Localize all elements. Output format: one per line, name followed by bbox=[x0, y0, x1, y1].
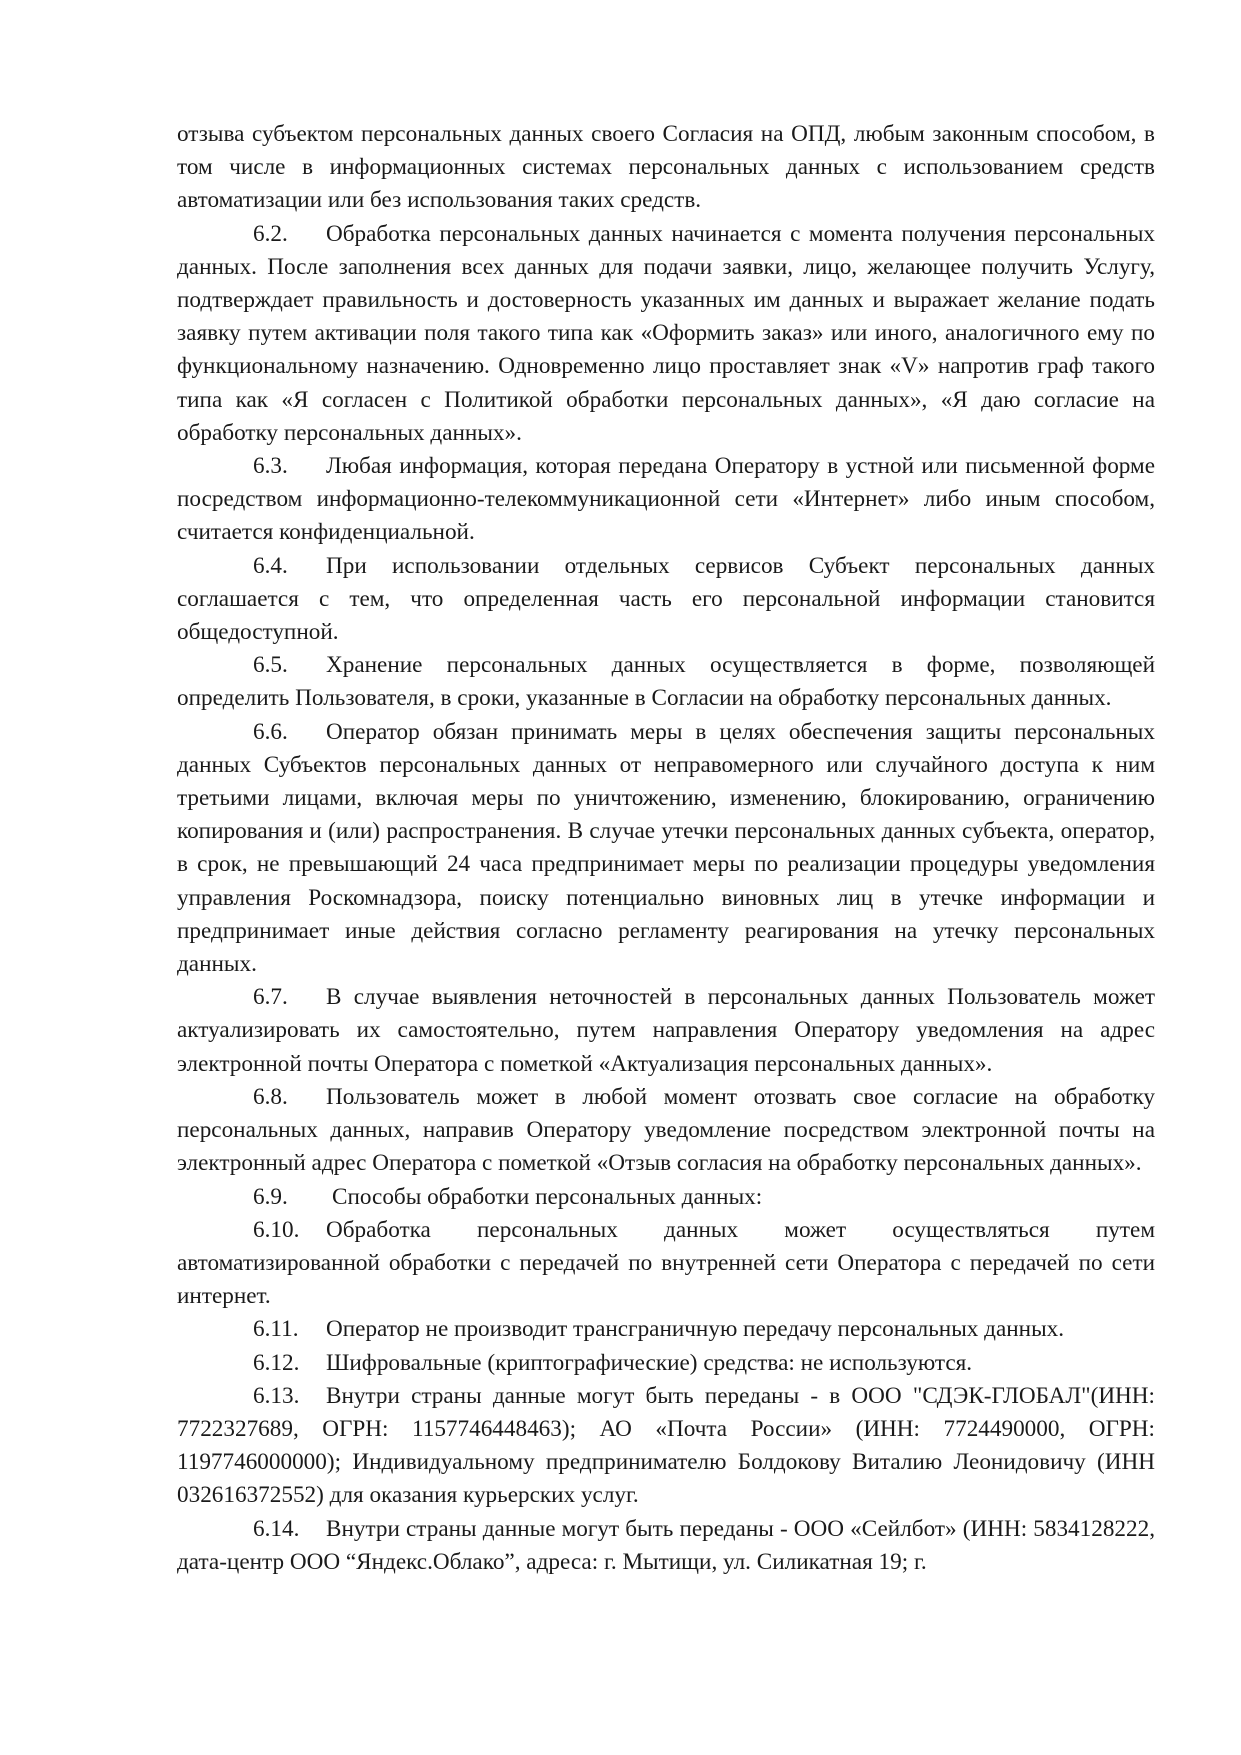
clause-text: Хранение персональных данных осуществляется в форме, позволяющей определить Пользователя, в сроки, указанные в Согласии на обработку персональных данных. bbox=[177, 652, 1155, 712]
clause-6-7 bbox=[177, 981, 1155, 1081]
clause-text: Оператор обязан принимать меры в целях обеспечения защиты персональных данных Субъектов персональных данных от неправомерного или случайного доступа к ним третьими лицами, включая меры по уничтожению, изменению, блокированию, ограничению копирования и (или) распространения. В случае утечки персональных данных субъекта, оператор, в срок, не превышающий 24 часа предпринимает меры по реализации процедуры уведомления управления Роскомнадзора, поиску потенциально виновных лиц в утечке информации и предпринимает иные действия согласно регламенту реагирования на утечку персональных данных. bbox=[177, 718, 1155, 978]
clause-number: 6.10. bbox=[253, 1216, 300, 1243]
clause-6-14 bbox=[177, 1513, 1155, 1579]
clause-number: 6.4. bbox=[253, 552, 288, 579]
clause-6-5 bbox=[177, 649, 1155, 715]
clause-6-9 bbox=[177, 1181, 1155, 1214]
clause-text: Шифровальные (криптографические) средства: не используются. bbox=[326, 1349, 973, 1376]
clause-number: 6.5. bbox=[253, 652, 288, 679]
clause-number: 6.6. bbox=[253, 718, 288, 745]
clause-text: Оператор не производит трансграничную передачу персональных данных. bbox=[326, 1316, 1065, 1343]
clause-number: 6.13. bbox=[253, 1382, 300, 1409]
clause-6-6 bbox=[177, 716, 1155, 982]
clause-number: 6.2. bbox=[253, 220, 288, 247]
clause-6-4 bbox=[177, 550, 1155, 650]
clause-number: 6.3. bbox=[253, 453, 288, 480]
clause-6-2 bbox=[177, 218, 1155, 450]
clause-6-11 bbox=[177, 1313, 1155, 1346]
clause-6-10 bbox=[177, 1214, 1155, 1314]
clause-text: Пользователь может в любой момент отозвать свое согласие на обработку персональных данных, направив Оператору уведомление посредством электронной почты на электронный адрес Оператора с пометкой «Отзыв согласия на обработку персональных данных». bbox=[177, 1083, 1155, 1177]
clause-text: В случае выявления неточностей в персональных данных Пользователь может актуализировать их самостоятельно, путем направления Оператору уведомления на адрес электронной почты Оператора с пометкой «Актуализация персональных данных». bbox=[177, 984, 1155, 1077]
clause-number: 6.9. bbox=[253, 1183, 288, 1210]
clause-text: Любая информация, которая передана Оператору в устной или письменной форме посредством информационно-телекоммуникационной сети «Интернет» либо иным способом, считается конфиденциальной. bbox=[177, 453, 1155, 546]
continuation-paragraph: отзыва субъектом персональных данных своего Согласия на ОПД, любым законным способом, в том числе в информационных системах персональных данных с использованием средств автоматизации или без использования таких средств. bbox=[177, 121, 1155, 214]
clause-6-3 bbox=[177, 450, 1155, 550]
document-body bbox=[177, 118, 1155, 1579]
clause-number: 6.11. bbox=[253, 1316, 299, 1343]
clause-number: 6.8. bbox=[253, 1083, 288, 1110]
clause-text: Внутри страны данные могут быть переданы - ООО «Сейлбот» (ИНН: 5834128222, дата-центр ООО “Яндекс.Облако”, адреса: г. Мытищи, ул. Силикатная 19; г. bbox=[177, 1515, 1155, 1575]
clause-text: Обработка персональных данных может осуществляться путем автоматизированной обработки с передачей по внутренней сети Оператора с передачей по сети интернет. bbox=[177, 1216, 1155, 1310]
clause-text: При использовании отдельных сервисов Субъект персональных данных соглашается с тем, что определенная часть его персональной информации становится общедоступной. bbox=[177, 552, 1155, 646]
clause-number: 6.7. bbox=[253, 984, 288, 1011]
clause-text: Обработка персональных данных начинается с момента получения персональных данных. После заполнения всех данных для подачи заявки, лицо, желающее получить Услугу, подтверждает правильность и достоверность указанных им данных и выражает желание подать заявку путем активации поля такого типа как «Оформить заказ» или иного, аналогичного ему по функциональному назначению. Одновременно лицо проставляет знак «V» напротив граф такого типа как «Я согласен с Политикой обработки персональных данных», «Я даю согласие на обработку персональных данных». bbox=[177, 220, 1155, 446]
clause-6-13 bbox=[177, 1380, 1155, 1513]
clause-text: Способы обработки персональных данных: bbox=[332, 1183, 763, 1210]
clause-6-8 bbox=[177, 1081, 1155, 1181]
clause-number: 6.12. bbox=[253, 1349, 300, 1376]
clause-number: 6.14. bbox=[253, 1515, 300, 1542]
clause-text: Внутри страны данные могут быть переданы - в ООО "СДЭК-ГЛОБАЛ"(ИНН: 7722327689, ОГРН: 1157746448463); АО «Почта России» (ИНН: 7724490000, ОГРН: 1197746000000); Индивидуальному предпринимателю Болдокову Виталию Леонидовичу (ИНН 032616372552) для оказания курьерских услуг. bbox=[177, 1382, 1155, 1509]
clause-6-12 bbox=[177, 1347, 1155, 1380]
